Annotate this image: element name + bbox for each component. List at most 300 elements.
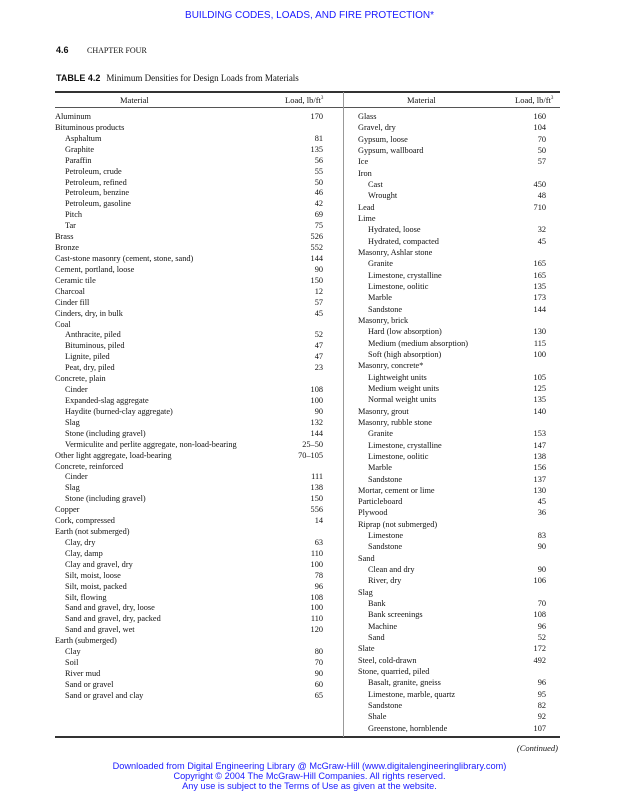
load-value: 552 bbox=[310, 243, 323, 253]
table-row bbox=[55, 112, 323, 123]
load-value: 96 bbox=[537, 621, 546, 631]
table-row bbox=[55, 429, 323, 440]
table-row bbox=[358, 361, 546, 372]
footer-line: Downloaded from Digital Engineering Library @ McGraw-Hill (www.digitalengineeringlibrary.com) bbox=[112, 761, 507, 771]
material-name: Tar bbox=[65, 221, 76, 231]
load-value: 172 bbox=[533, 644, 546, 654]
material-name: Riprap (not submerged) bbox=[358, 519, 438, 529]
material-name: Expanded-slag aggregate bbox=[65, 395, 149, 405]
material-name: Masonry, rubble stone bbox=[358, 417, 432, 427]
material-name: Plywood bbox=[358, 508, 388, 518]
table-row bbox=[358, 497, 546, 508]
load-value: 110 bbox=[310, 614, 323, 624]
material-name: Marble bbox=[368, 293, 392, 303]
material-name: Graphite bbox=[65, 144, 95, 154]
table-bottom-rule bbox=[55, 736, 560, 738]
material-name: Coal bbox=[55, 319, 71, 329]
material-name: Hydrated, compacted bbox=[368, 236, 439, 246]
material-name: Steel, cold-drawn bbox=[358, 655, 417, 665]
load-value: 36 bbox=[537, 508, 546, 518]
table-row bbox=[358, 327, 546, 338]
material-name: Normal weight units bbox=[368, 395, 437, 405]
table-row bbox=[358, 180, 546, 191]
table-row bbox=[358, 656, 546, 667]
material-name: Limestone, crystalline bbox=[368, 440, 442, 450]
table-row bbox=[358, 644, 546, 655]
table-row bbox=[358, 203, 546, 214]
table-row bbox=[55, 516, 323, 527]
material-name: Lignite, piled bbox=[65, 352, 110, 362]
table-row bbox=[55, 330, 323, 341]
material-name: Glass bbox=[358, 112, 377, 121]
load-value: 96 bbox=[314, 581, 323, 591]
load-value: 137 bbox=[533, 474, 546, 484]
load-value: 70 bbox=[537, 599, 546, 609]
material-name: Sand and gravel, wet bbox=[65, 625, 135, 635]
material-name: Sand bbox=[368, 633, 385, 643]
footer-line: Copyright © 2004 The McGraw-Hill Companies. All rights reserved. bbox=[173, 771, 446, 781]
load-value: 90 bbox=[537, 565, 546, 575]
table-row bbox=[358, 429, 546, 440]
table-row bbox=[358, 248, 546, 259]
table-row bbox=[358, 667, 546, 678]
table-row bbox=[55, 538, 323, 549]
load-value: 47 bbox=[314, 352, 323, 362]
table-row bbox=[55, 407, 323, 418]
material-name: Clay and gravel, dry bbox=[65, 559, 133, 569]
load-value: 57 bbox=[537, 157, 546, 167]
load-value: 170 bbox=[310, 112, 323, 121]
load-value: 90 bbox=[537, 542, 546, 552]
load-value: 150 bbox=[310, 494, 323, 504]
load-value: 115 bbox=[533, 338, 546, 348]
table-row bbox=[55, 527, 323, 538]
load-value: 65 bbox=[314, 690, 323, 700]
material-name: River, dry bbox=[368, 576, 402, 586]
material-name: Lightweight units bbox=[368, 372, 427, 382]
table-row bbox=[358, 384, 546, 395]
table-row bbox=[358, 157, 546, 168]
load-value: 144 bbox=[310, 253, 323, 263]
table-row bbox=[55, 145, 323, 156]
load-value: 90 bbox=[314, 669, 323, 679]
material-name: Masonry, concrete* bbox=[358, 361, 424, 371]
material-name: Pitch bbox=[65, 210, 83, 220]
table-row bbox=[358, 293, 546, 304]
material-name: Cork, compressed bbox=[55, 516, 115, 526]
table-row bbox=[55, 287, 323, 298]
load-value: 138 bbox=[310, 483, 323, 493]
load-value: 135 bbox=[533, 281, 546, 291]
footer-line: Any use is subject to the Terms of Use as given at the website. bbox=[182, 781, 437, 791]
chapter-heading: CHAPTER FOUR bbox=[87, 46, 147, 55]
material-name: Gypsum, loose bbox=[358, 134, 408, 144]
material-name: Cement, portland, loose bbox=[55, 264, 135, 274]
load-value: 105 bbox=[533, 372, 546, 382]
material-name: Cinder bbox=[65, 385, 88, 395]
material-name: Petroleum, refined bbox=[65, 177, 127, 187]
material-name: Gypsum, wallboard bbox=[358, 145, 424, 155]
table-row bbox=[358, 565, 546, 576]
material-name: Other light aggregate, load-bearing bbox=[55, 450, 172, 460]
table-row bbox=[358, 588, 546, 599]
material-name: Peat, dry, piled bbox=[65, 363, 115, 373]
material-name: Sandstone bbox=[368, 542, 403, 552]
table-row bbox=[55, 309, 323, 320]
load-value: 46 bbox=[314, 188, 323, 198]
material-name: Soft (high absorption) bbox=[368, 349, 442, 359]
table-row bbox=[358, 146, 546, 157]
load-value: 50 bbox=[537, 145, 546, 155]
table-row bbox=[55, 691, 323, 702]
load-value: 45 bbox=[537, 236, 546, 246]
table-row bbox=[358, 112, 546, 123]
table-row bbox=[55, 472, 323, 483]
load-value: 135 bbox=[533, 395, 546, 405]
table-row bbox=[55, 560, 323, 571]
material-name: Particleboard bbox=[358, 497, 403, 507]
table-row bbox=[358, 610, 546, 621]
table-row bbox=[358, 407, 546, 418]
table-row bbox=[55, 156, 323, 167]
material-name: Limestone, marble, quartz bbox=[368, 689, 456, 699]
load-value: 160 bbox=[533, 112, 546, 121]
material-name: Cinder fill bbox=[55, 297, 90, 307]
material-name: Sandstone bbox=[368, 304, 403, 314]
table-row bbox=[55, 363, 323, 374]
load-value: 80 bbox=[314, 647, 323, 657]
table-row bbox=[55, 549, 323, 560]
load-value: 92 bbox=[537, 712, 546, 722]
load-value: 144 bbox=[533, 304, 546, 314]
material-name: Stone (including gravel) bbox=[65, 428, 146, 438]
table-row bbox=[55, 494, 323, 505]
load-value: 96 bbox=[537, 678, 546, 688]
table-row bbox=[55, 210, 323, 221]
load-value: 526 bbox=[310, 232, 323, 242]
footer-notice bbox=[0, 761, 619, 791]
table-row bbox=[358, 622, 546, 633]
material-name: Marble bbox=[368, 463, 392, 473]
material-name: Petroleum, benzine bbox=[65, 188, 130, 198]
material-name: Silt, flowing bbox=[65, 592, 107, 602]
table-row bbox=[55, 167, 323, 178]
table-row bbox=[55, 571, 323, 582]
material-name: Anthracite, piled bbox=[65, 330, 121, 340]
header-material-left: Material bbox=[120, 95, 149, 105]
load-value: 47 bbox=[314, 341, 323, 351]
material-name: Mortar, cement or lime bbox=[358, 485, 435, 495]
table-row bbox=[55, 134, 323, 145]
load-value: 95 bbox=[537, 689, 546, 699]
load-value: 70 bbox=[537, 134, 546, 144]
table-row bbox=[358, 542, 546, 553]
table-row bbox=[358, 191, 546, 202]
load-value: 106 bbox=[533, 576, 546, 586]
load-value: 156 bbox=[533, 463, 546, 473]
table-row bbox=[55, 178, 323, 189]
material-name: Silt, moist, packed bbox=[65, 581, 127, 591]
material-name: Masonry, brick bbox=[358, 315, 409, 325]
load-value: 130 bbox=[533, 485, 546, 495]
load-value: 78 bbox=[314, 570, 323, 580]
table-row bbox=[55, 462, 323, 473]
material-name: Limestone, oolitic bbox=[368, 281, 429, 291]
load-value: 107 bbox=[533, 723, 546, 733]
load-value: 144 bbox=[310, 428, 323, 438]
table-row bbox=[55, 582, 323, 593]
load-value: 104 bbox=[533, 123, 546, 133]
material-name: Petroleum, gasoline bbox=[65, 199, 131, 209]
load-value: 125 bbox=[533, 383, 546, 393]
table-right-column bbox=[358, 112, 546, 735]
running-banner: BUILDING CODES, LOADS, AND FIRE PROTECTION* bbox=[185, 10, 434, 21]
table-row bbox=[358, 316, 546, 327]
load-value: 81 bbox=[314, 133, 323, 143]
table-row bbox=[358, 486, 546, 497]
load-value: 90 bbox=[314, 264, 323, 274]
table-row bbox=[55, 593, 323, 604]
table-row bbox=[55, 199, 323, 210]
load-value: 135 bbox=[310, 144, 323, 154]
table-row bbox=[55, 658, 323, 669]
material-name: Ceramic tile bbox=[55, 275, 96, 285]
table-row bbox=[358, 339, 546, 350]
material-name: Sand and gravel, dry, packed bbox=[65, 614, 161, 624]
table-row bbox=[55, 320, 323, 331]
table-row bbox=[55, 265, 323, 276]
table-top-rule bbox=[55, 91, 560, 93]
table-title: Minimum Densities for Design Loads from Materials bbox=[106, 73, 299, 83]
table-row bbox=[55, 614, 323, 625]
table-row bbox=[55, 603, 323, 614]
load-value: 450 bbox=[533, 179, 546, 189]
load-value: 100 bbox=[533, 349, 546, 359]
material-name: Bituminous, piled bbox=[65, 341, 125, 351]
material-name: Cast-stone masonry (cement, stone, sand) bbox=[55, 253, 194, 263]
material-name: Clay, damp bbox=[65, 548, 103, 558]
table-row bbox=[358, 225, 546, 236]
load-value: 90 bbox=[314, 406, 323, 416]
load-value: 111 bbox=[311, 472, 323, 482]
table-row bbox=[55, 341, 323, 352]
load-value: 100 bbox=[310, 395, 323, 405]
table-row bbox=[55, 352, 323, 363]
load-value: 50 bbox=[314, 177, 323, 187]
material-name: Bank bbox=[368, 599, 386, 609]
material-name: Ice bbox=[358, 157, 369, 167]
table-row bbox=[55, 374, 323, 385]
material-name: Stone, quarried, piled bbox=[358, 667, 430, 677]
material-name: Masonry, grout bbox=[358, 406, 409, 416]
material-name: Medium (medium absorption) bbox=[368, 338, 469, 348]
material-name: Greenstone, hornblende bbox=[368, 723, 448, 733]
table-row bbox=[55, 505, 323, 516]
table-row bbox=[55, 276, 323, 287]
material-name: Clay bbox=[65, 647, 81, 657]
header-load-text: Load, lb/ft bbox=[515, 95, 551, 105]
material-name: Slag bbox=[358, 587, 373, 597]
load-value: 138 bbox=[533, 451, 546, 461]
material-name: Charcoal bbox=[55, 286, 85, 296]
table-row bbox=[55, 243, 323, 254]
material-name: Masonry, Ashlar stone bbox=[358, 247, 433, 257]
table-row bbox=[358, 169, 546, 180]
material-name: Copper bbox=[55, 505, 80, 515]
load-value: 70–105 bbox=[298, 450, 323, 460]
material-name: Slag bbox=[65, 483, 80, 493]
load-value: 52 bbox=[314, 330, 323, 340]
load-value: 83 bbox=[537, 531, 546, 541]
table-row bbox=[55, 483, 323, 494]
table-caption bbox=[56, 73, 299, 83]
load-value: 52 bbox=[537, 633, 546, 643]
table-row bbox=[358, 724, 546, 735]
table-row bbox=[358, 633, 546, 644]
table-row bbox=[55, 451, 323, 462]
table-row bbox=[358, 282, 546, 293]
table-row bbox=[55, 232, 323, 243]
table-row bbox=[358, 475, 546, 486]
continued-note: (Continued) bbox=[516, 743, 558, 753]
load-value: 110 bbox=[310, 548, 323, 558]
table-row bbox=[55, 254, 323, 265]
load-value: 12 bbox=[314, 286, 323, 296]
material-name: Silt, moist, loose bbox=[65, 570, 121, 580]
table-row bbox=[358, 554, 546, 565]
load-value: 132 bbox=[310, 417, 323, 427]
material-name: Limestone, oolitic bbox=[368, 451, 429, 461]
table-row bbox=[55, 385, 323, 396]
material-name: Hard (low absorption) bbox=[368, 327, 442, 337]
material-name: Vermiculite and perlite aggregate, non-load-bearing bbox=[65, 439, 237, 449]
load-value: 108 bbox=[310, 385, 323, 395]
table-row bbox=[358, 441, 546, 452]
material-name: Machine bbox=[368, 621, 398, 631]
table-row bbox=[55, 396, 323, 407]
material-name: Medium weight units bbox=[368, 383, 439, 393]
material-name: Bituminous products bbox=[55, 122, 125, 132]
material-name: Slate bbox=[358, 644, 375, 654]
material-name: Aluminum bbox=[55, 112, 91, 121]
load-value: 70 bbox=[314, 658, 323, 668]
header-load-sup: 3 bbox=[320, 96, 324, 102]
table-row bbox=[358, 123, 546, 134]
load-value: 108 bbox=[310, 592, 323, 602]
load-value: 69 bbox=[314, 210, 323, 220]
load-value: 45 bbox=[537, 497, 546, 507]
table-row bbox=[358, 508, 546, 519]
material-name: Earth (not submerged) bbox=[55, 527, 130, 537]
table-row bbox=[358, 259, 546, 270]
header-material-right: Material bbox=[407, 95, 436, 105]
load-value: 60 bbox=[314, 679, 323, 689]
table-row bbox=[358, 463, 546, 474]
load-value: 57 bbox=[314, 297, 323, 307]
load-value: 130 bbox=[533, 327, 546, 337]
material-name: Lime bbox=[358, 213, 376, 223]
load-value: 55 bbox=[314, 166, 323, 176]
load-value: 108 bbox=[533, 610, 546, 620]
table-row bbox=[358, 214, 546, 225]
material-name: Bronze bbox=[55, 243, 79, 253]
material-name: Granite bbox=[368, 259, 393, 269]
load-value: 710 bbox=[533, 202, 546, 212]
load-value: 32 bbox=[537, 225, 546, 235]
material-name: Lead bbox=[358, 202, 375, 212]
material-name: Sandstone bbox=[368, 474, 403, 484]
load-value: 140 bbox=[533, 406, 546, 416]
table-row bbox=[55, 188, 323, 199]
table-row bbox=[358, 305, 546, 316]
material-name: Limestone, crystalline bbox=[368, 270, 442, 280]
material-name: Gravel, dry bbox=[358, 123, 396, 133]
load-value: 153 bbox=[533, 429, 546, 439]
load-value: 56 bbox=[314, 155, 323, 165]
material-name: Concrete, reinforced bbox=[55, 461, 124, 471]
table-row bbox=[55, 298, 323, 309]
table-row bbox=[358, 271, 546, 282]
material-name: Earth (submerged) bbox=[55, 636, 117, 646]
load-value: 14 bbox=[314, 516, 323, 526]
material-name: Cast bbox=[368, 179, 383, 189]
header-load-right bbox=[515, 95, 553, 105]
table-row bbox=[358, 678, 546, 689]
material-name: Stone (including gravel) bbox=[65, 494, 146, 504]
table-row bbox=[358, 395, 546, 406]
material-name: Brass bbox=[55, 232, 74, 242]
load-value: 63 bbox=[314, 537, 323, 547]
table-row bbox=[55, 669, 323, 680]
load-value: 150 bbox=[310, 275, 323, 285]
material-name: Soil bbox=[65, 658, 79, 668]
material-name: Sand or gravel bbox=[65, 679, 114, 689]
material-name: Cinders, dry, in bulk bbox=[55, 308, 123, 318]
column-divider bbox=[343, 92, 344, 737]
material-name: Clean and dry bbox=[368, 565, 415, 575]
material-name: Sand and gravel, dry, loose bbox=[65, 603, 155, 613]
table-row bbox=[358, 531, 546, 542]
material-name: Shale bbox=[368, 712, 387, 722]
load-value: 556 bbox=[310, 505, 323, 515]
table-row bbox=[55, 636, 323, 647]
material-name: Haydite (burned-clay aggregate) bbox=[65, 406, 173, 416]
material-name: Paraffin bbox=[65, 155, 92, 165]
load-value: 120 bbox=[310, 625, 323, 635]
table-row bbox=[55, 680, 323, 691]
material-name: Wrought bbox=[368, 191, 398, 201]
material-name: Sand or gravel and clay bbox=[65, 690, 144, 700]
load-value: 23 bbox=[314, 363, 323, 373]
header-load-text: Load, lb/ft bbox=[285, 95, 321, 105]
load-value: 45 bbox=[314, 308, 323, 318]
header-load-left bbox=[285, 95, 323, 105]
material-name: Iron bbox=[358, 168, 372, 178]
header-load-sup: 3 bbox=[550, 96, 554, 102]
table-row bbox=[358, 373, 546, 384]
material-name: Asphaltum bbox=[65, 133, 102, 143]
header-rule bbox=[55, 107, 560, 108]
material-name: Limestone bbox=[368, 531, 404, 541]
table-row bbox=[358, 452, 546, 463]
material-name: Petroleum, crude bbox=[65, 166, 122, 176]
table-row bbox=[55, 625, 323, 636]
table-row bbox=[55, 123, 323, 134]
table-row bbox=[358, 599, 546, 610]
load-value: 100 bbox=[310, 559, 323, 569]
table-row bbox=[358, 690, 546, 701]
load-value: 48 bbox=[537, 191, 546, 201]
